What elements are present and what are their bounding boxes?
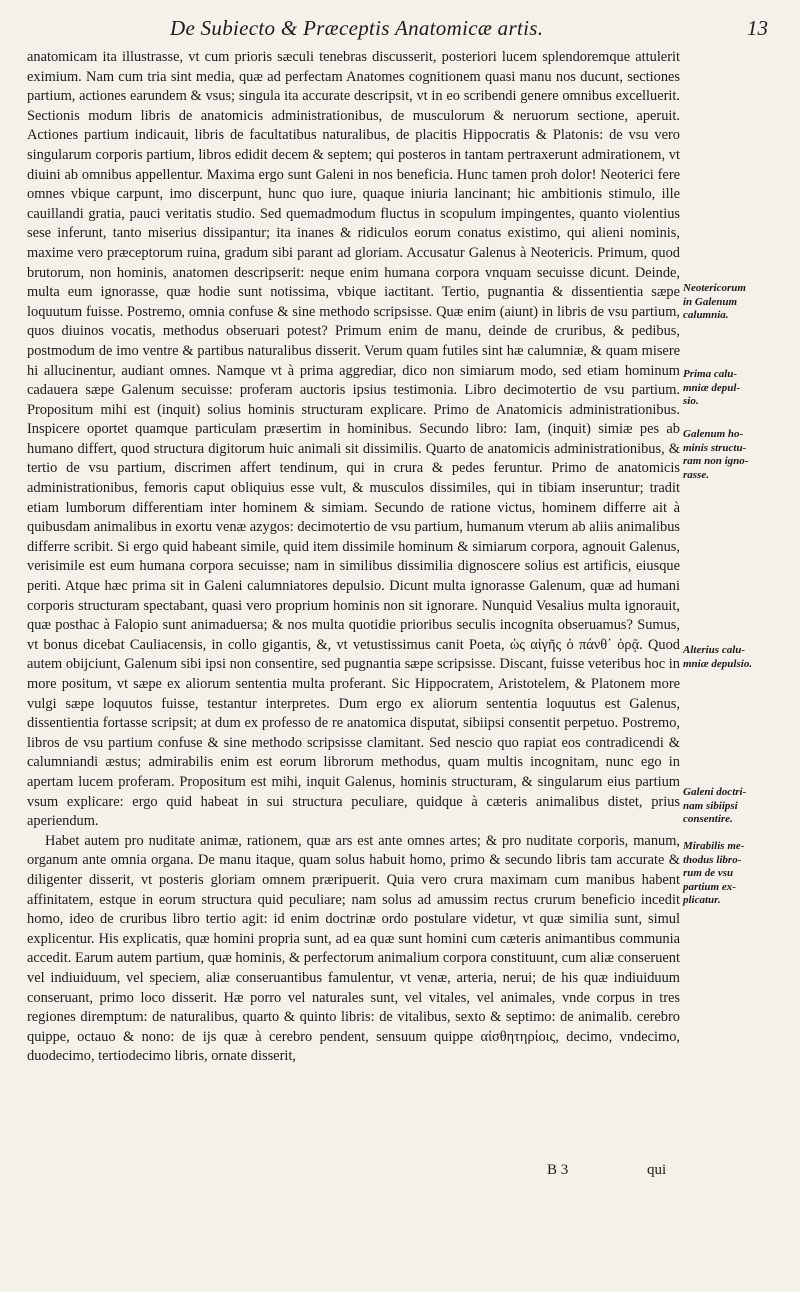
marginal-note-line: Galenum ho- (683, 428, 744, 440)
marginal-note-line: Mirabilis me- (683, 840, 745, 852)
marginal-note-3 (683, 428, 795, 482)
running-title: De Subiecto & Præceptis Anatomicæ artis. (170, 16, 544, 40)
marginal-note-line: consentire. (683, 813, 733, 825)
marginal-note-line: rasse. (683, 468, 709, 481)
page-footer (27, 1162, 680, 1188)
marginal-note-line: thodus libro- (683, 853, 742, 866)
marginal-note-line: rum de vsu (683, 867, 734, 879)
marginal-note-line: sio. (683, 395, 699, 407)
running-header (30, 14, 790, 44)
marginal-note-2 (683, 368, 795, 409)
marginal-note-line: plicatur. (683, 894, 721, 906)
marginal-note-1 (683, 282, 795, 323)
marginal-note-line: Galeni doctri- (683, 786, 747, 798)
marginal-note-5 (683, 786, 795, 827)
marginal-note-line: Prima calu- (683, 368, 738, 380)
marginal-note-line: mniæ depul- (683, 381, 741, 394)
main-text-block (27, 48, 680, 1067)
catchword: qui (647, 1162, 667, 1178)
signature-mark: B 3 (547, 1162, 569, 1178)
marginal-note-line: mniæ depulsio. (683, 657, 753, 670)
marginal-note-line: Alterius calu- (683, 644, 746, 656)
marginal-note-line: in Galenum (683, 295, 738, 308)
marginal-note-line: nam sibiipsi (683, 799, 738, 812)
marginal-note-line: Neotericorum (683, 282, 746, 294)
marginal-note-6 (683, 840, 795, 908)
marginal-note-line: minis structu- (683, 441, 747, 454)
paragraph-1: anatomicam ita illustrasse, vt cum prioris sæculi tenebras discusserit, posteriori lucem splendoremque attulerit eximium. Nam cum tria sint media, quæ ad perfectam Anatomes cognitionem quasi manu nos ducunt, sectiones partium, actiones earundem & vsus; singula ita accurate descripsit, vt in eo scribendi genere omnibus excelluerit. Sectionis modum libris de anatomicis administrationibus, de musculorum & neruorum sectione, aperuit. Actiones partium indicauit, libris de facultatibus naturalibus, de placitis Hippocratis & Platonis: de vsu vero singularum corporis partium, libros edidit decem & septem; qui posteros in tantam pertraxerunt admirationem, vt diuini ab omnibus appellentur. Maxima ergo sunt Galeni in nos beneficia. Hunc tamen proh dolor! Neoterici fere omnes vbique carpunt, imo discerpunt, hunc quo iure, quaque iniuria lancinant; hic ambitionis stimulo, ille cauillandi gratia, pauci veritatis studio. Sed quemadmodum fluctus in scopulum impingentes, quanto violentius sese inferunt, tanto miserius dissipantur; ita inanes & ridiculos eorum conatus existimo, qui alieni nominis, maxime vero præceptorum ruina, gradum sibi parant ad gloriam. Accusatur Galenus à Neotericis. Primum, quod brutorum, non hominis, anatomen descripserit: neque enim humana corpora vnquam secuisse dicunt. Deinde, multa eum ignorasse, quæ hodie sunt notissima, vbique iactitant. Tertio, pugnantia & dissentientia sæpe loquutum fuisse. Postremo, omnia confuse & sine methodo scripsisse. Quæ enim (aiunt) in libris de vsu partium, quos diuinos vocatis, methodus obseruari potest? Primum enim de manu, deinde de cruribus, & pedibus, postmodum de imo ventre & partibus naturalibus disserit. Verum quam futiles sint hæ calumniæ, & quam misere hi allucinentur, audiant omnes. Namque vt à prima aggrediar, dico non simiarum modo, sed etiam hominum cadauera sæpe Galenum secuisse: proferam auctoris ipsius testimonia. Libro decimotertio de vsu partium. Propositum mihi est (inquit) solius hominis structuram explicare. Primo de Anatomicis administrationibus. Inspicere oportet quamque particulam præsertim in hominibus. Secundo libro: Iam, (inquit) simiæ pes ab humano differt, quod structura digitorum huic animali sit dissimilis. Quarto de anatomicis administrationibus, & tertio de vsu partium, discrimen affert tendinum, qui in crura & pedes feruntur. Primo de anatomicis administrationibus, femoris caput obliquius esse vult, & musculos dissimiles, qui in tibiam inseruntur; tradit etiam lumborum differentiam inter hominem & simiam. Secundo de ratione victus, hominem differre ait à quibusdam animalibus in exortu venæ azygos: decimotertio de vsu partium, humanum vterum ab aliis animalibus differre scribit. Si ergo quid habeant simile, quid item dissimile hominum & simiarum corpora, agnouit Galenus, verisimile est eum humana corpora secuisse; nam in similibus dissimilia dignoscere solius est artificis, eiusque periti. Atque hæc prima sit in Galeni calumniatores depulsio. Dicunt multa ignorasse Galenum, quæ ad humani corporis structuram spectabant, quasi vero proprium hominis non sit ignorare. Nunquid Vesalius multa ignorauit, quæ posthac à Falopio sunt animaduersa; & nos multa quotidie prioribus seculis incognita obseruamus? Sumus, vt bonus dicebat Cauliacensis, in collo gigantis, &, vt vetustissimus canit Poeta, ὡς αἰγῆς ὁ πάνθ᾽ ὁρᾷ. Quod autem obijciunt, Galenum sibi ipsi non consentire, sed pugnantia sæpe scripsisse. Discant, fuisse veteribus hoc in more positum, vt sæpe ex aliorum sententia multa proferant. Sic Hippocratem, Aristotelem, & Platonem more vulgi sæpe loquutos fuisse, testantur interpretes. Dum ergo ex aliorum sententia loquutus est Galenus, dissentientia fortasse scripsit; at dum ex professo de re anatomica disputat, sibiipsi consentit perpetuo. Postremo, libros de vsu partium confuse & sine methodo scripsisse clamitant. Sed nescio quo rapiat eos contradicendi & calumniandi æstus; admirabilis enim est eorum librorum methodus, quam multis incognitam, nunc ego in apertam lucem proferam. Propositum est mihi, inquit Galenus, hominis structuram, & singularum eius partium vsum explicare: ergo quid habeat in sui structura peculiare, quidque à cæteris animalibus distet, prius aperiendum. (27, 49, 680, 830)
marginal-note-line: calumnia. (683, 309, 729, 321)
marginal-note-line: partium ex- (683, 880, 736, 893)
marginal-note-line: ram non igno- (683, 455, 749, 467)
paragraph-2: Habet autem pro nuditate animæ, rationem, quæ ars est ante omnes artes; & pro nuditate corporis, manum, organum ante omnia organa. De manu itaque, quam solus habuit homo, primo & secundo libris tam accurate & diligenter disserit, vt posteris gloriam omnem præripuerit. Quia vero crura maximam cum manibus habent affinitatem, estque in eorum structura quid peculiare; nam solus ad amussim rectus crurum beneficio incedit homo, ideo de cruribus libro tertio agit: id enim doctrinæ ordo postulare videtur, vt quæ similia sunt, simul explicentur. His explicatis, quæ homini propria sunt, ad ea quæ sunt homini cum cæteris animantibus communia accedit. Earum autem partium, quæ hominis, & perfectorum animalium corpora constituunt, cum aliæ conseruent vel indiuiduum, vel speciem, aliæ conseruantibus famulentur, vt venæ, arteria, nerui; de his quæ indiuiduum conseruant, primo loco disserit. Hæ porro vel naturales sunt, vel vitales, vel animales, vnde corpus in tres regiones diremptum: de naturalibus, quarto & quinto libris: de vitalibus, sexto & septimo: de animalib. cerebro quippe, octauo & nono: de ijs quæ à cerebro pendent, sensuum quippe αἰσθητηρίοις, decimo, vndecimo, duodecimo, tertiodecimo libris, ornate disserit, (27, 832, 680, 1065)
page-number: 13 (747, 16, 768, 40)
marginal-note-4 (683, 644, 795, 671)
